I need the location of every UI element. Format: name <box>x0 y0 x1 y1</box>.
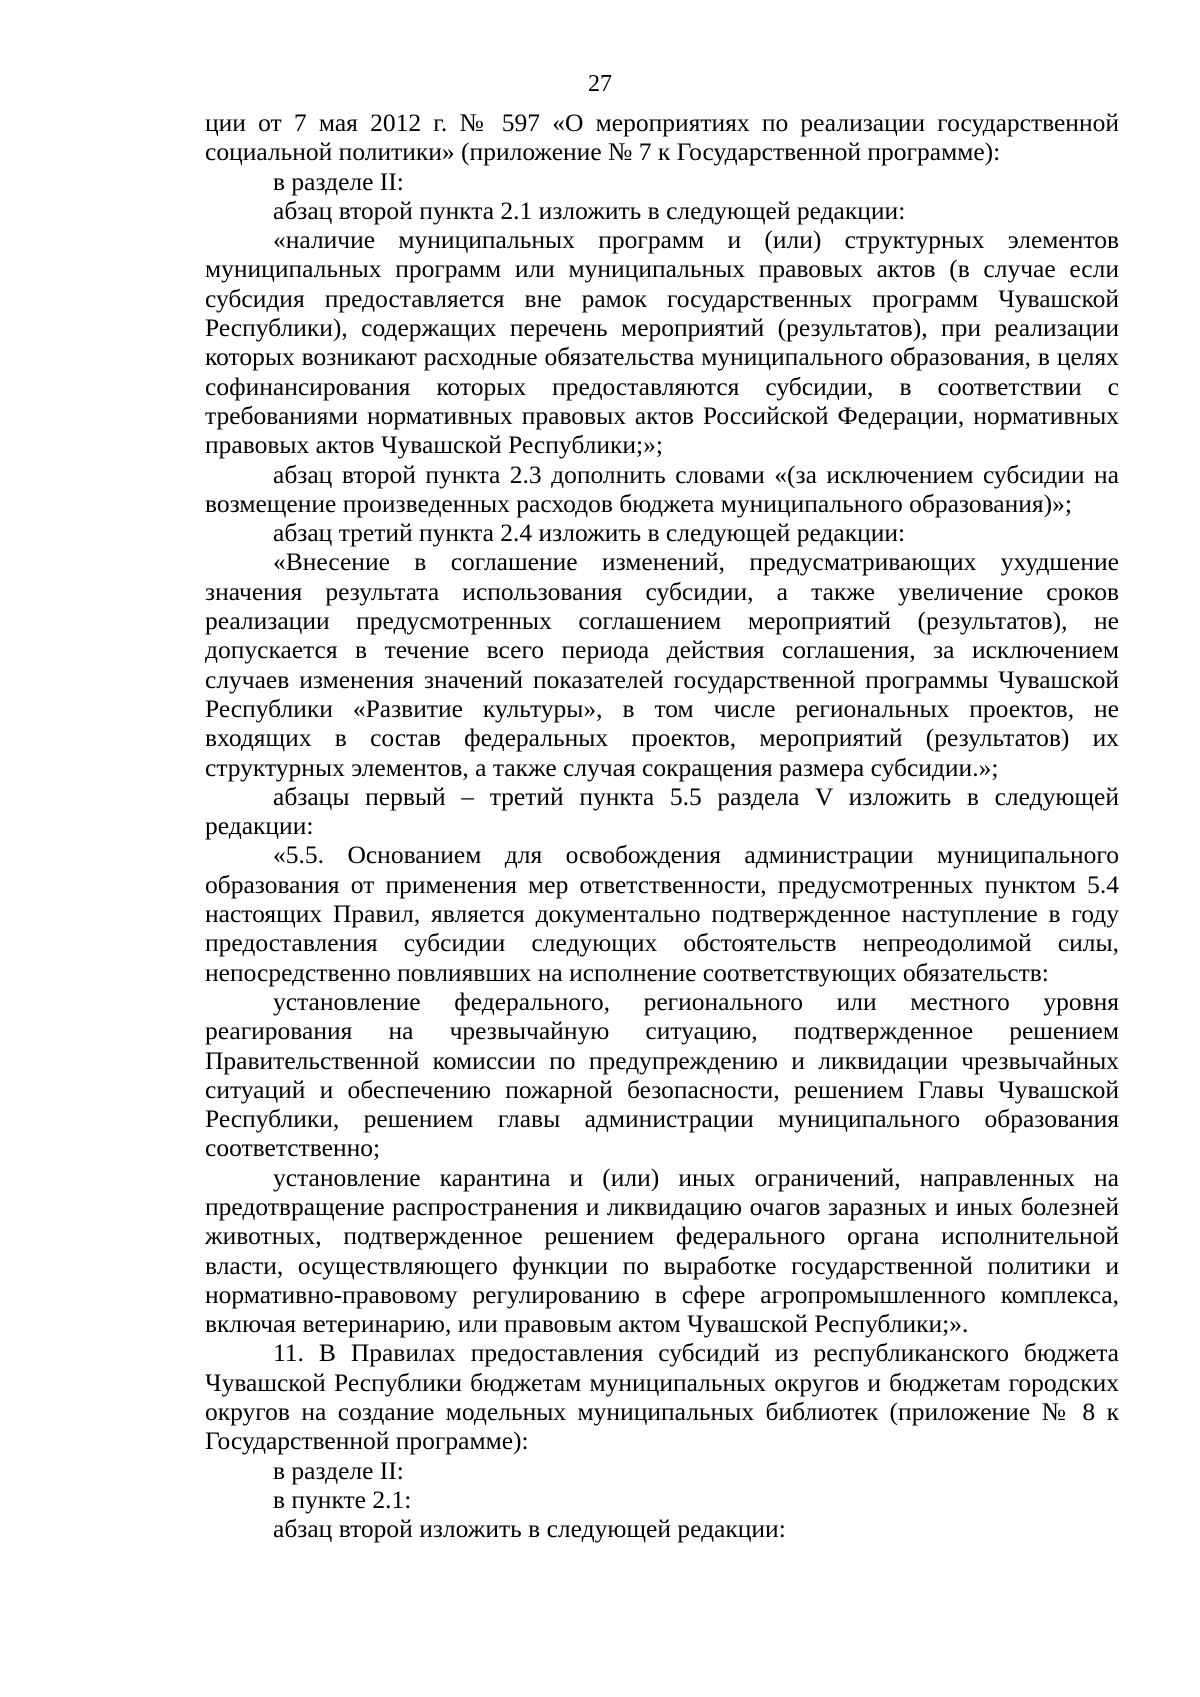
paragraph: установление федерального, регионального или местного уровня реагирования на чрезвычайную ситуацию, подтвержденное решением Правительственной комиссии по предупреждению и ликвидации чрезвычайных ситуаций и обеспечению пожарной безопасности, решением Главы Чувашской Республики, решением главы администрации муниципального образования соответственно; <box>205 986 1119 1163</box>
paragraph: абзацы первый – третий пункта 5.5 раздела V изложить в следующей редакции: <box>205 781 1119 841</box>
paragraph: в разделе II: <box>273 1455 404 1485</box>
paragraph: установление карантина и (или) иных ограничений, направленных на предотвращение распространения и ликвидацию очагов заразных и иных болезней животных, подтвержденное решением федерального органа исполнительной власти, осуществляющего функции по выработке государственной политики и нормативно-правовому регулированию в сфере агропромышленного комплекса, включая ветеринарию, или правовым актом Чувашской Республики;». <box>205 1162 1119 1339</box>
paragraph: абзац третий пункта 2.4 изложить в следующей редакции: <box>273 518 906 548</box>
paragraph: в пункте 2.1: <box>273 1484 412 1514</box>
paragraph: абзац второй изложить в следующей редакции: <box>273 1514 786 1544</box>
paragraph: абзац второй пункта 2.1 изложить в следующей редакции: <box>273 195 906 225</box>
paragraph: «наличие муниципальных программ и (или) структурных элементов муниципальных программ или муниципальных правовых актов (в случае если субсидия предоставляется вне рамок государственных программ Чувашской Республики), содержащих перечень мероприятий (результатов), при реализации которых возникают расходные обязательства муниципального образования, в целях софинансирования которых предоставляются субсидии, в соответствии с требованиями нормативных правовых актов Российской Федерации, нормативных правовых актов Чувашской Республики;»; <box>205 225 1119 460</box>
page-number: 27 <box>588 71 612 97</box>
paragraph: «5.5. Основанием для освобождения администрации муниципального образования от применения мер ответственности, предусмотренных пунктом 5.4 настоящих Правил, является документально подтвержденное наступление в году предоставления субсидии следующих обстоятельств непреодолимой силы, непосредственно повлиявших на исполнение соответствующих обязательств: <box>205 840 1119 987</box>
paragraph: в разделе II: <box>273 166 404 196</box>
document-body <box>205 108 1119 1544</box>
paragraph-continuation: ции от 7 мая 2012 г. № 597 «О мероприятиях по реализации государственной социальной политики» (приложение № 7 к Государственной программе): <box>205 108 1119 167</box>
paragraph: «Внесение в соглашение изменений, предусматривающих ухудшение значения результата использования субсидии, а также увеличение сроков реализации предусмотренных соглашением мероприятий (результатов), не допускается в течение всего периода действия соглашения, за исключением случаев изменения значений показателей государственной программы Чувашской Республики «Развитие культуры», в том числе региональных проектов, не входящих в состав федеральных проектов, мероприятий (результатов) их структурных элементов, а также случая сокращения размера субсидии.»; <box>205 547 1119 782</box>
paragraph: абзац второй пункта 2.3 дополнить словами «(за исключением субсидии на возмещение произведенных расходов бюджета муниципального образования)»; <box>205 459 1119 518</box>
paragraph: 11. В Правилах предоставления субсидий из республиканского бюджета Чувашской Республики бюджетам муниципальных округов и бюджетам городских округов на создание модельных муниципальных библиотек (приложение № 8 к Государственной программе): <box>205 1338 1119 1456</box>
